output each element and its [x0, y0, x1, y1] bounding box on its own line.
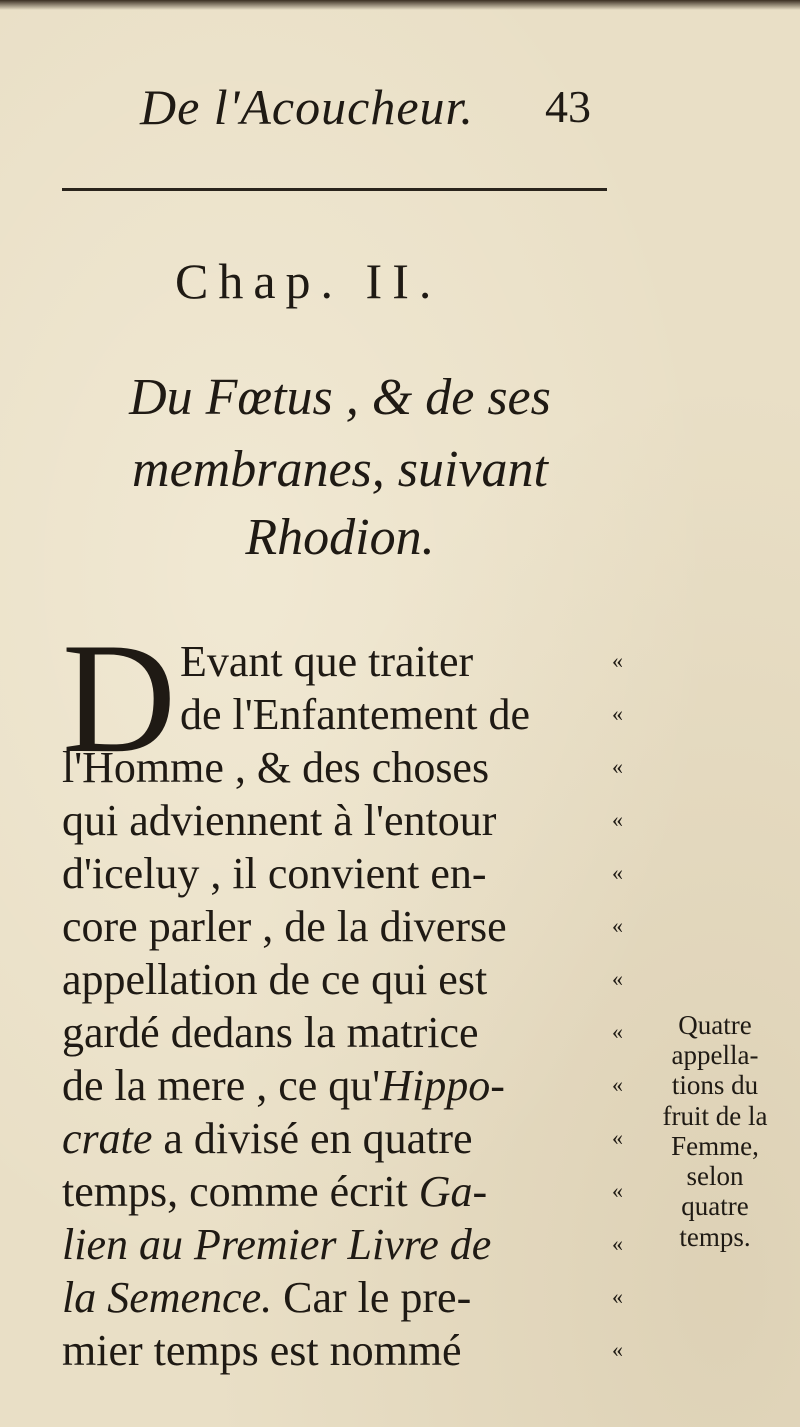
- body-line: [62, 1273, 472, 1322]
- body-line-text: temps, comme écrit: [62, 1167, 419, 1216]
- quote-mark: «: [612, 913, 623, 938]
- body-line-text: de la mere , ce qu': [62, 1061, 381, 1110]
- quote-mark: «: [612, 860, 623, 885]
- quote-mark: «: [612, 1337, 623, 1362]
- quote-mark: «: [612, 754, 623, 779]
- author-name: Hippo-: [380, 1061, 505, 1110]
- chapter-title-line-3: Rhodion.: [245, 509, 435, 566]
- body-line: qui adviennent à l'entour: [62, 796, 497, 845]
- margin-note-line: appella-: [671, 1040, 759, 1071]
- chapter-heading: Chap. II.: [175, 253, 442, 309]
- page-number: 43: [545, 81, 591, 132]
- body-line-text: a divisé en quatre: [152, 1114, 473, 1163]
- running-head: De l'Acoucheur.: [140, 79, 474, 135]
- body-line: [62, 1220, 492, 1269]
- chapter-title-line-2: membranes, suivant: [132, 441, 548, 498]
- quote-mark: «: [612, 807, 623, 832]
- body-line: gardé dedans la matrice: [62, 1008, 479, 1057]
- margin-note-line: quatre: [681, 1191, 749, 1222]
- margin-note: [640, 1010, 790, 1252]
- quote-mark: «: [612, 1231, 623, 1256]
- body-line: Evant que traiter: [180, 637, 474, 686]
- margin-note-line: temps.: [679, 1221, 751, 1252]
- drop-cap: D: [62, 611, 177, 786]
- body-line: [62, 1061, 505, 1110]
- book-title: la Semence.: [62, 1273, 273, 1322]
- page-top-edge: [0, 0, 800, 10]
- author-name: crate: [62, 1114, 153, 1163]
- body-line: [62, 1167, 488, 1216]
- margin-note-line: fruit de la: [662, 1100, 768, 1131]
- margin-note-line: tions du: [671, 1070, 759, 1101]
- quote-mark: «: [612, 1019, 623, 1044]
- header-rule: [62, 188, 607, 191]
- body-line: de l'Enfantement de: [180, 690, 531, 739]
- book-title: lien au Premier Livre de: [62, 1220, 492, 1269]
- margin-note-line: Femme,: [671, 1130, 759, 1161]
- quote-mark: «: [612, 701, 623, 726]
- body-line: [62, 1114, 473, 1163]
- quote-mark: «: [612, 1284, 623, 1309]
- margin-note-line: Quatre: [678, 1010, 752, 1040]
- author-name: Ga-: [418, 1167, 488, 1216]
- quote-mark: «: [612, 648, 623, 673]
- body-line: d'iceluy , il convient en-: [62, 849, 487, 898]
- body-line-text: Car le pre-: [272, 1273, 472, 1322]
- body-line: l'Homme , & des choses: [62, 743, 490, 792]
- quote-mark: «: [612, 1072, 623, 1097]
- chapter-title-line-1: Du Fœtus , & de ses: [129, 369, 551, 426]
- margin-note-line: selon: [686, 1161, 744, 1192]
- body-line: core parler , de la diverse: [62, 902, 507, 951]
- body-line: mier temps est nommé: [62, 1326, 462, 1375]
- quote-mark: «: [612, 1125, 623, 1150]
- quote-mark: «: [612, 1178, 623, 1203]
- quote-mark: «: [612, 966, 623, 991]
- body-line: appellation de ce qui est: [62, 955, 488, 1004]
